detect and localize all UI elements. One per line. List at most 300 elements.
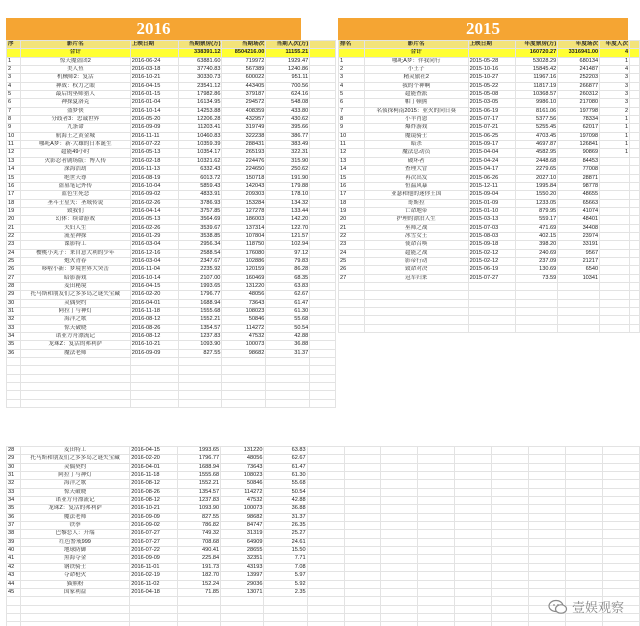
empty-cell[interactable] (455, 497, 492, 505)
table-cell[interactable]: 2235.92 (178, 266, 222, 274)
total-people[interactable]: 11155.21 (266, 49, 310, 57)
table-cell[interactable]: 48401 (558, 216, 600, 224)
empty-cell[interactable] (630, 249, 640, 257)
empty-cell[interactable] (310, 199, 336, 207)
table-cell[interactable]: 2015-07-27 (468, 274, 516, 282)
table-cell[interactable]: 68.35 (266, 274, 310, 282)
table-cell[interactable]: 624.16 (266, 91, 310, 99)
empty-cell[interactable] (566, 530, 603, 538)
table-cell[interactable]: 11 (339, 141, 365, 149)
table-cell[interactable]: 爆炸游戏 (364, 124, 468, 132)
empty-cell[interactable] (221, 597, 264, 605)
table-cell[interactable]: 2016-08-26 (130, 488, 177, 496)
empty-cell[interactable] (566, 472, 603, 480)
table-cell[interactable]: 1 (7, 57, 21, 65)
table-cell[interactable]: 超能之战 (364, 249, 468, 257)
table-cell[interactable]: 78334 (558, 116, 600, 124)
table-cell[interactable]: 120159 (222, 266, 266, 274)
table-cell[interactable]: 15.50 (264, 547, 307, 555)
empty-cell[interactable] (630, 232, 640, 240)
empty-cell[interactable] (344, 555, 381, 563)
empty-cell[interactable] (566, 497, 603, 505)
table-cell[interactable]: 41 (7, 555, 21, 563)
empty-cell[interactable] (364, 316, 468, 324)
empty-cell[interactable] (630, 82, 640, 90)
empty-cell[interactable] (602, 480, 639, 488)
empty-cell[interactable] (455, 463, 492, 471)
table-cell[interactable]: 322238 (222, 132, 266, 140)
table-cell[interactable]: 191.90 (266, 174, 310, 182)
empty-cell[interactable] (177, 613, 220, 621)
table-cell[interactable]: 951.11 (266, 74, 310, 82)
table-cell[interactable]: 3786.93 (178, 199, 222, 207)
empty-cell[interactable] (602, 447, 639, 455)
table-cell[interactable]: 35 (7, 505, 21, 513)
table-cell[interactable]: 108023 (221, 472, 264, 480)
table-cell[interactable]: 241487 (558, 66, 600, 74)
empty-cell[interactable] (455, 447, 492, 455)
empty-cell[interactable] (566, 447, 603, 455)
table-cell[interactable]: 哪吒A梦：伴我同行 (364, 57, 468, 65)
empty-cell[interactable] (381, 563, 418, 571)
empty-cell[interactable] (130, 613, 177, 621)
empty-cell[interactable] (602, 513, 639, 521)
empty-cell[interactable] (177, 605, 220, 613)
table-cell[interactable]: 麦田秘境 (20, 282, 130, 290)
empty-cell[interactable] (529, 488, 566, 496)
table-cell[interactable]: 2016-06-24 (130, 57, 178, 65)
empty-cell[interactable] (602, 563, 639, 571)
table-cell[interactable]: 315.90 (266, 157, 310, 165)
empty-cell[interactable] (20, 358, 130, 366)
empty-cell[interactable] (529, 622, 566, 626)
empty-cell[interactable] (221, 622, 264, 626)
table-cell[interactable]: 197098 (558, 132, 600, 140)
table-cell[interactable]: 2015-05-08 (468, 91, 516, 99)
empty-cell[interactable] (310, 257, 336, 265)
table-cell[interactable]: 5859.43 (178, 182, 222, 190)
table-cell[interactable]: 383.49 (266, 141, 310, 149)
empty-cell[interactable] (455, 455, 492, 463)
empty-cell[interactable] (455, 547, 492, 555)
empty-cell[interactable] (630, 66, 640, 74)
empty-cell[interactable] (307, 538, 344, 546)
empty-cell[interactable] (307, 555, 344, 563)
table-cell[interactable]: 1 (600, 132, 630, 140)
table-cell[interactable]: 3538.85 (178, 232, 222, 240)
table-cell[interactable]: 73.59 (516, 274, 558, 282)
table-cell[interactable]: 53028.29 (516, 57, 558, 65)
empty-cell[interactable] (630, 116, 640, 124)
empty-cell[interactable] (7, 358, 21, 366)
table-cell[interactable]: 哥斯拉 (364, 199, 468, 207)
table-cell[interactable]: 84747 (221, 522, 264, 530)
table-cell[interactable]: 10 (7, 132, 21, 140)
table-cell[interactable]: 2016-09-09 (130, 555, 177, 563)
empty-cell[interactable] (344, 472, 381, 480)
table-cell[interactable]: 1993.65 (177, 447, 220, 455)
table-cell[interactable] (600, 199, 630, 207)
empty-cell[interactable] (307, 622, 344, 626)
empty-cell[interactable] (307, 522, 344, 530)
empty-cell[interactable] (177, 622, 220, 626)
table-cell[interactable]: 827.55 (178, 349, 222, 357)
table-cell[interactable]: 50846 (222, 316, 266, 324)
table-cell[interactable]: 14 (339, 166, 365, 174)
empty-cell[interactable] (339, 49, 365, 57)
empty-cell[interactable] (344, 488, 381, 496)
table-cell[interactable]: 小王子 (364, 66, 468, 74)
empty-cell[interactable] (310, 49, 336, 57)
table-cell[interactable]: 11817.19 (516, 82, 558, 90)
empty-cell[interactable] (344, 563, 381, 571)
table-cell[interactable]: 7.08 (264, 563, 307, 571)
empty-cell[interactable] (529, 505, 566, 513)
empty-cell[interactable] (558, 324, 600, 332)
table-cell[interactable]: 402.15 (516, 232, 558, 240)
table-cell[interactable]: 288431 (222, 141, 266, 149)
empty-cell[interactable] (630, 166, 640, 174)
empty-cell[interactable] (344, 480, 381, 488)
table-cell[interactable]: 50.54 (264, 488, 307, 496)
table-cell[interactable] (600, 241, 630, 249)
table-cell[interactable]: 9986.10 (516, 99, 558, 107)
table-cell[interactable]: 12 (339, 149, 365, 157)
empty-cell[interactable] (455, 480, 492, 488)
table-cell[interactable]: 137314 (222, 224, 266, 232)
table-cell[interactable]: 3564.69 (178, 216, 222, 224)
empty-cell[interactable] (344, 572, 381, 580)
table-cell[interactable]: 2015-01-10 (468, 207, 516, 215)
empty-cell[interactable] (492, 605, 529, 613)
empty-cell[interactable] (492, 522, 529, 530)
empty-cell[interactable] (307, 488, 344, 496)
empty-cell[interactable] (381, 588, 418, 596)
table-cell[interactable]: 名侦探柯南2015：业火的向日葵 (364, 107, 468, 115)
table-cell[interactable]: 2015-08-03 (468, 232, 516, 240)
table-cell[interactable]: 2016-01-04 (130, 99, 178, 107)
table-cell[interactable]: 14253.88 (178, 107, 222, 115)
table-cell[interactable]: 44 (7, 580, 21, 588)
table-cell[interactable]: 9 (339, 124, 365, 132)
table-cell[interactable]: 27 (7, 274, 21, 282)
empty-cell[interactable] (418, 513, 455, 521)
table-cell[interactable]: 26 (339, 266, 365, 274)
table-cell[interactable]: 680134 (558, 57, 600, 65)
table-cell[interactable]: 哪吒A梦：新·大雄的日本诞生 (20, 141, 130, 149)
empty-cell[interactable] (529, 513, 566, 521)
table-cell[interactable]: 2016-05-13 (130, 149, 178, 157)
empty-cell[interactable] (516, 299, 558, 307)
empty-cell[interactable] (558, 291, 600, 299)
empty-cell[interactable] (418, 597, 455, 605)
empty-cell[interactable] (20, 613, 129, 621)
column-header[interactable]: 上映日期 (468, 41, 516, 49)
table-cell[interactable]: 诺亚方舟漂流记 (20, 497, 129, 505)
table-cell[interactable]: 10 (339, 132, 365, 140)
table-cell[interactable]: 186003 (222, 216, 266, 224)
empty-cell[interactable] (418, 480, 455, 488)
empty-cell[interactable] (7, 622, 21, 626)
table-cell[interactable]: 2016-09-02 (130, 191, 178, 199)
table-cell[interactable]: 海洋之歌 (20, 316, 130, 324)
table-cell[interactable]: 8161.06 (516, 107, 558, 115)
table-cell[interactable]: 10368.57 (516, 91, 558, 99)
table-cell[interactable]: 1240.86 (266, 66, 310, 74)
table-cell[interactable]: 24.61 (264, 538, 307, 546)
empty-cell[interactable] (310, 391, 336, 399)
table-cell[interactable]: 神战：权力之眼 (20, 82, 130, 90)
empty-cell[interactable] (630, 141, 640, 149)
empty-cell[interactable] (455, 488, 492, 496)
empty-cell[interactable] (418, 522, 455, 530)
table-cell[interactable]: 2015-01-09 (468, 199, 516, 207)
table-cell[interactable]: 幻体：续命游戏 (20, 216, 130, 224)
table-cell[interactable]: 圣斗士星矢：圣域传说 (20, 199, 130, 207)
empty-cell[interactable] (381, 463, 418, 471)
table-cell[interactable] (600, 216, 630, 224)
table-cell[interactable]: 2015-04-04 (468, 149, 516, 157)
table-cell[interactable] (600, 274, 630, 282)
empty-cell[interactable] (630, 316, 640, 324)
table-cell[interactable]: 2016-07-27 (130, 530, 177, 538)
table-cell[interactable]: 5 (7, 91, 21, 99)
empty-cell[interactable] (381, 472, 418, 480)
table-cell[interactable]: 1354.57 (178, 324, 222, 332)
table-cell[interactable]: 2015-02-12 (468, 257, 516, 265)
empty-cell[interactable] (492, 480, 529, 488)
table-cell[interactable]: 2016-02-26 (130, 199, 178, 207)
table-cell[interactable]: 240.69 (516, 249, 558, 257)
empty-cell[interactable] (566, 480, 603, 488)
empty-cell[interactable] (222, 374, 266, 382)
empty-cell[interactable] (344, 497, 381, 505)
table-cell[interactable]: 10321.62 (178, 157, 222, 165)
empty-cell[interactable] (492, 563, 529, 571)
table-cell[interactable]: 2015-09-18 (468, 241, 516, 249)
table-cell[interactable]: 559.17 (516, 216, 558, 224)
table-cell[interactable]: 1 (600, 57, 630, 65)
table-cell[interactable]: 48056 (222, 291, 266, 299)
table-cell[interactable]: 42.88 (266, 333, 310, 341)
empty-cell[interactable] (602, 580, 639, 588)
table-cell[interactable]: 1552.21 (177, 480, 220, 488)
table-cell[interactable]: 4703.45 (516, 132, 558, 140)
table-cell[interactable]: 22 (7, 232, 21, 240)
empty-cell[interactable] (7, 383, 21, 391)
table-cell[interactable]: 1233.05 (516, 199, 558, 207)
empty-cell[interactable] (310, 282, 336, 290)
empty-cell[interactable] (310, 191, 336, 199)
table-cell[interactable]: 8 (7, 116, 21, 124)
empty-cell[interactable] (566, 513, 603, 521)
table-cell[interactable]: 2016-11-18 (130, 308, 178, 316)
table-cell[interactable]: 2015-07-03 (468, 224, 516, 232)
table-cell[interactable]: 11 (7, 141, 21, 149)
table-cell[interactable]: 19 (339, 207, 365, 215)
table-cell[interactable]: 6013.72 (178, 174, 222, 182)
empty-cell[interactable] (20, 605, 129, 613)
table-cell[interactable]: 亚瑟和他的迷你王国 (364, 191, 468, 199)
empty-cell[interactable] (307, 480, 344, 488)
table-cell[interactable]: 50.54 (266, 324, 310, 332)
column-header[interactable]: 年度票房(万) (516, 41, 558, 49)
column-header[interactable]: 年度场次 (558, 41, 600, 49)
table-cell[interactable]: 61.30 (264, 472, 307, 480)
empty-cell[interactable] (307, 572, 344, 580)
table-cell[interactable]: 6332.43 (178, 166, 222, 174)
table-cell[interactable]: 2016-11-13 (130, 166, 178, 174)
table-cell[interactable]: 超能49小时 (20, 149, 130, 157)
empty-cell[interactable] (310, 132, 336, 140)
table-cell[interactable]: 3 (339, 74, 365, 82)
empty-cell[interactable] (7, 374, 21, 382)
table-cell[interactable]: 32 (7, 316, 21, 324)
table-cell[interactable]: 386.77 (266, 132, 310, 140)
empty-cell[interactable] (529, 588, 566, 596)
empty-cell[interactable] (455, 472, 492, 480)
empty-cell[interactable] (7, 605, 21, 613)
table-cell[interactable]: 38 (7, 530, 21, 538)
empty-cell[interactable] (418, 555, 455, 563)
table-cell[interactable]: 2016-05-13 (130, 216, 178, 224)
empty-cell[interactable] (7, 613, 21, 621)
total-label[interactable]: 合计 (20, 49, 130, 57)
table-cell[interactable]: 266877 (558, 82, 600, 90)
table-cell[interactable] (600, 249, 630, 257)
table-cell[interactable]: 10354.17 (178, 149, 222, 157)
empty-cell[interactable] (310, 157, 336, 165)
empty-cell[interactable] (381, 522, 418, 530)
table-cell[interactable]: 23541.12 (178, 82, 222, 90)
table-cell[interactable]: 107804 (222, 232, 266, 240)
table-cell[interactable]: 224650 (222, 166, 266, 174)
empty-cell[interactable] (418, 547, 455, 555)
table-cell[interactable]: 2016-09-09 (130, 513, 177, 521)
table-cell[interactable]: 2016-11-11 (130, 132, 178, 140)
empty-cell[interactable] (222, 366, 266, 374)
empty-cell[interactable] (492, 547, 529, 555)
table-cell[interactable] (600, 266, 630, 274)
table-cell[interactable]: 1796.77 (177, 455, 220, 463)
empty-cell[interactable] (381, 613, 418, 621)
empty-cell[interactable] (630, 216, 640, 224)
empty-cell[interactable] (468, 282, 516, 290)
table-cell[interactable]: 流星神探 (20, 232, 130, 240)
table-cell[interactable]: 3 (7, 74, 21, 82)
table-cell[interactable]: 2015-09-17 (468, 141, 516, 149)
empty-cell[interactable] (307, 505, 344, 513)
empty-cell[interactable] (602, 555, 639, 563)
table-cell[interactable]: 2016-08-12 (130, 480, 177, 488)
table-cell[interactable]: 惊天魔盗团2 (20, 57, 130, 65)
empty-cell[interactable] (418, 538, 455, 546)
table-cell[interactable] (600, 257, 630, 265)
table-cell[interactable]: 71.85 (177, 588, 220, 596)
empty-cell[interactable] (630, 257, 640, 265)
empty-cell[interactable] (7, 597, 21, 605)
table-cell[interactable]: 2015-12-11 (468, 182, 516, 190)
table-cell[interactable]: 魔法老师 (20, 513, 129, 521)
table-cell[interactable]: 国家利益 (20, 588, 129, 596)
table-cell[interactable]: 63.83 (266, 282, 310, 290)
table-cell[interactable]: 6 (339, 99, 365, 107)
empty-cell[interactable] (630, 57, 640, 65)
empty-cell[interactable] (310, 82, 336, 90)
empty-cell[interactable] (20, 391, 130, 399)
empty-cell[interactable] (178, 358, 222, 366)
table-cell[interactable]: 24 (7, 249, 21, 257)
table-cell[interactable]: 131220 (222, 282, 266, 290)
table-cell[interactable]: 160469 (222, 274, 266, 282)
table-cell[interactable]: 魔镜骑士 (364, 132, 468, 140)
empty-cell[interactable] (381, 447, 418, 455)
empty-cell[interactable] (310, 149, 336, 157)
table-cell[interactable]: 10359.39 (178, 141, 222, 149)
empty-cell[interactable] (339, 282, 365, 290)
empty-cell[interactable] (630, 149, 640, 157)
table-cell[interactable]: 31 (7, 472, 21, 480)
table-cell[interactable]: 237.09 (516, 257, 558, 265)
table-cell[interactable]: 127278 (222, 207, 266, 215)
table-cell[interactable]: 18 (7, 199, 21, 207)
empty-cell[interactable] (468, 324, 516, 332)
table-cell[interactable]: 2015-10-16 (468, 66, 516, 74)
empty-cell[interactable] (566, 463, 603, 471)
empty-cell[interactable] (130, 383, 178, 391)
table-cell[interactable]: 34408 (558, 224, 600, 232)
table-cell[interactable]: 176080 (222, 249, 266, 257)
empty-cell[interactable] (492, 488, 529, 496)
table-cell[interactable]: 哆啦小新：梦境世界大突击 (20, 266, 130, 274)
table-cell[interactable]: 8 (339, 116, 365, 124)
table-cell[interactable]: 深海浩劫 (20, 166, 130, 174)
empty-cell[interactable] (566, 488, 603, 496)
table-cell[interactable]: 209303 (222, 191, 266, 199)
empty-cell[interactable] (20, 597, 129, 605)
table-cell[interactable]: 致命对决 (364, 266, 468, 274)
empty-cell[interactable] (529, 530, 566, 538)
table-cell[interactable]: 322.31 (266, 149, 310, 157)
table-cell[interactable]: 2015-03-05 (468, 99, 516, 107)
table-cell[interactable]: 16 (7, 182, 21, 190)
table-cell[interactable]: 9 (7, 124, 21, 132)
empty-cell[interactable] (492, 613, 529, 621)
empty-cell[interactable] (630, 282, 640, 290)
table-cell[interactable]: 12206.28 (178, 116, 222, 124)
table-cell[interactable]: 2016-04-18 (130, 588, 177, 596)
table-cell[interactable]: 3 (600, 99, 630, 107)
table-cell[interactable]: 3539.67 (178, 224, 222, 232)
table-cell[interactable]: 2016-04-15 (130, 447, 177, 455)
table-cell[interactable]: 1552.21 (178, 316, 222, 324)
table-cell[interactable] (600, 182, 630, 190)
table-cell[interactable]: 379187 (222, 91, 266, 99)
table-cell[interactable]: 20 (7, 216, 21, 224)
table-cell[interactable]: 樱桃小丸子：来自意大利的少年 (20, 249, 130, 257)
empty-cell[interactable] (178, 383, 222, 391)
empty-cell[interactable] (455, 513, 492, 521)
table-cell[interactable]: 2 (7, 66, 21, 74)
table-cell[interactable]: 1929.47 (266, 57, 310, 65)
empty-cell[interactable] (339, 324, 365, 332)
empty-cell[interactable] (492, 588, 529, 596)
table-cell[interactable]: 阿拉丁与神灯 (20, 472, 129, 480)
table-cell[interactable]: 4 (7, 82, 21, 90)
empty-cell[interactable] (630, 132, 640, 140)
empty-cell[interactable] (344, 538, 381, 546)
empty-cell[interactable] (630, 49, 640, 57)
